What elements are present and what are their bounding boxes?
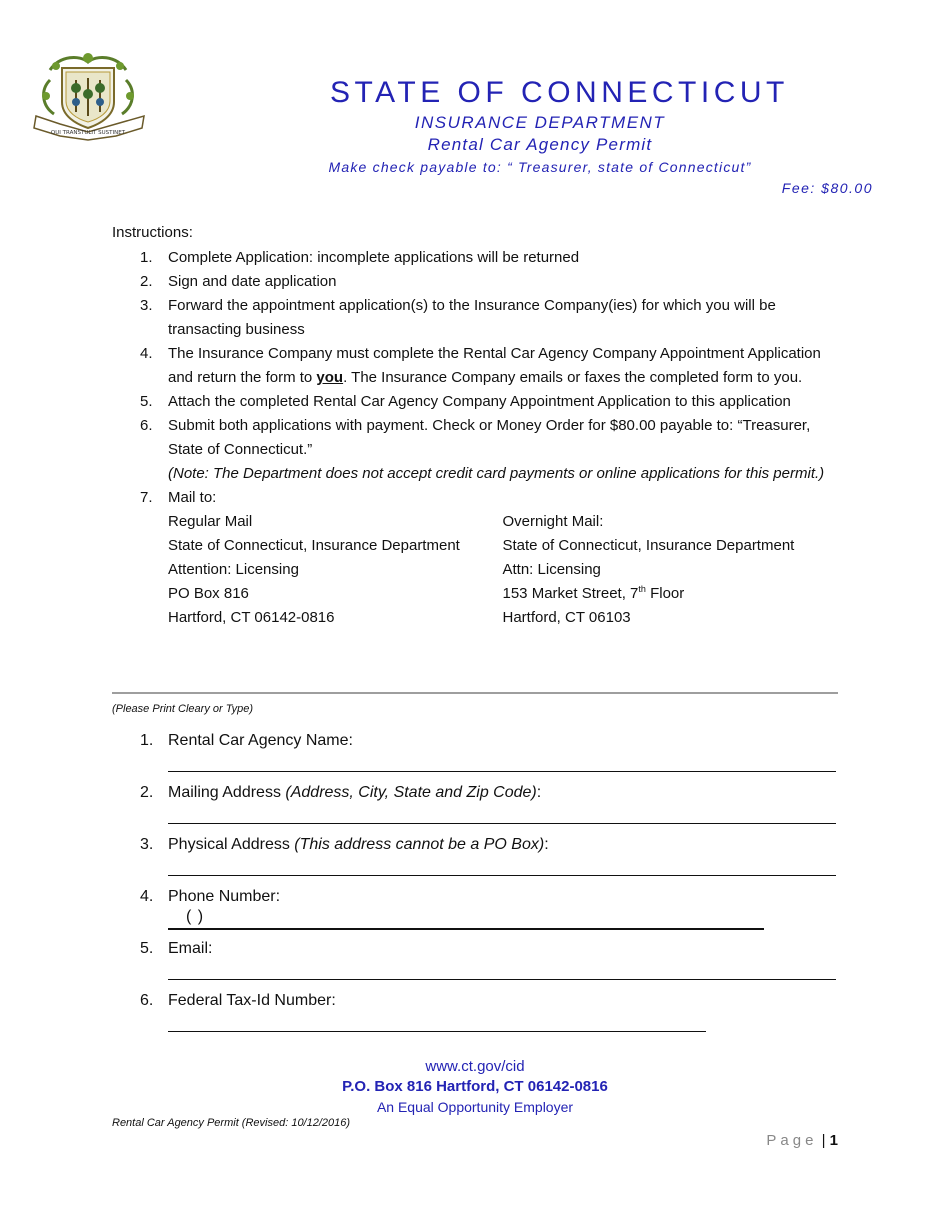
overnight-mail-address: Overnight Mail: State of Connecticut, Insurance Department Attn: Licensing 153 Market Street, 7th Floor Hartford, CT 06103 bbox=[502, 513, 795, 626]
instruction-item: 6. Submit both applications with payment. Check or Money Order for $80.00 payable to: “Treasurer, State of Connecticut.” (Note: The Department does not accept credit card payments or online applications for this permit.) bbox=[112, 414, 842, 486]
print-note: (Please Print Cleary or Type) bbox=[112, 703, 254, 715]
payment-note: (Note: The Department does not accept credit card payments or online applications for this permit.) bbox=[168, 465, 825, 482]
field-federal-tax-id: 6. Federal Tax-Id Number: bbox=[112, 988, 838, 1040]
email-input-line[interactable] bbox=[168, 979, 836, 980]
federal-tax-id-input-line[interactable] bbox=[168, 1031, 706, 1032]
agency-name-input-line[interactable] bbox=[168, 771, 836, 772]
field-label: Physical Address (This address cannot be a PO Box): bbox=[168, 836, 549, 853]
mail-addresses bbox=[168, 510, 842, 630]
instruction-item: 1. Complete Application: incomplete applications will be returned bbox=[140, 249, 580, 266]
page-title: STATE OF CONNECTICUT bbox=[330, 76, 789, 109]
section-divider bbox=[112, 692, 838, 694]
field-label: Federal Tax-Id Number: bbox=[168, 992, 336, 1009]
field-email: 5. Email: bbox=[112, 936, 838, 988]
field-label: Mailing Address (Address, City, State and Zip Code): bbox=[168, 784, 542, 801]
seal-icon bbox=[30, 50, 152, 142]
fee-text: Fee: $80.00 bbox=[781, 180, 873, 196]
field-physical-address: 3. Physical Address (This address cannot be a PO Box): bbox=[112, 832, 838, 884]
field-label: Phone Number: bbox=[168, 888, 281, 905]
instructions-list bbox=[112, 246, 842, 630]
footer-eoe: An Equal Opportunity Employer bbox=[376, 1099, 574, 1115]
mailing-address-input-line[interactable] bbox=[168, 823, 836, 824]
footer-url[interactable]: www.ct.gov/cid bbox=[425, 1058, 525, 1075]
physical-address-input-line[interactable] bbox=[168, 875, 836, 876]
instructions-title: Instructions: bbox=[112, 224, 193, 241]
emphasis-you: you bbox=[316, 369, 344, 386]
phone-number-input-line[interactable] bbox=[168, 928, 764, 930]
field-label: Rental Car Agency Name: bbox=[168, 732, 353, 749]
seal-motto: QUI TRANSTULIT SUSTINET bbox=[50, 130, 126, 136]
field-phone-number: 4. Phone Number: ( ) bbox=[112, 884, 838, 936]
instruction-item: 2. Sign and date application bbox=[140, 273, 337, 290]
state-seal bbox=[30, 50, 152, 142]
field-label: Email: bbox=[168, 940, 213, 957]
field-mailing-address: 2. Mailing Address (Address, City, State and Zip Code): bbox=[112, 780, 838, 832]
field-agency-name: 1. Rental Car Agency Name: bbox=[112, 728, 838, 780]
permit-title: Rental Car Agency Permit bbox=[427, 135, 653, 154]
footer-po-box: P.O. Box 816 Hartford, CT 06142-0816 bbox=[342, 1078, 608, 1095]
application-form bbox=[112, 728, 838, 1040]
department-name: INSURANCE DEPARTMENT bbox=[414, 113, 666, 132]
instruction-item: 5. Attach the completed Rental Car Agency Company Appointment Application to this application bbox=[140, 393, 791, 410]
phone-area-code-parens: ( ) bbox=[186, 908, 205, 925]
instruction-item: 7. Mail to: Regular Mail State of Connecticut, Insurance Department Attention: Licensing PO Box 816 Hartford, CT 06142-0816 Overnight Mail: State of Connecticut, Insurance Department Attn: Licensing 153 Market Street, 7th Floor Hartford, CT 06103 bbox=[112, 486, 842, 630]
instruction-item: 3. Forward the appointment application(s) to the Insurance Company(ies) for which you will be transacting business bbox=[140, 297, 776, 338]
check-payable-text: Make check payable to: “ Treasurer, state of Connecticut” bbox=[328, 159, 752, 175]
instruction-item: 4. The Insurance Company must complete the Rental Car Agency Company Appointment Application and return the form to you. The Insurance Company emails or faxes the completed form to you. bbox=[140, 345, 821, 386]
regular-mail-address: Regular Mail State of Connecticut, Insurance Department Attention: Licensing PO Box 816 Hartford, CT 06142-0816 bbox=[168, 513, 460, 626]
revision-note: Rental Car Agency Permit (Revised: 10/12/2016) bbox=[112, 1117, 351, 1129]
page-number: Page | 1 bbox=[766, 1132, 838, 1149]
